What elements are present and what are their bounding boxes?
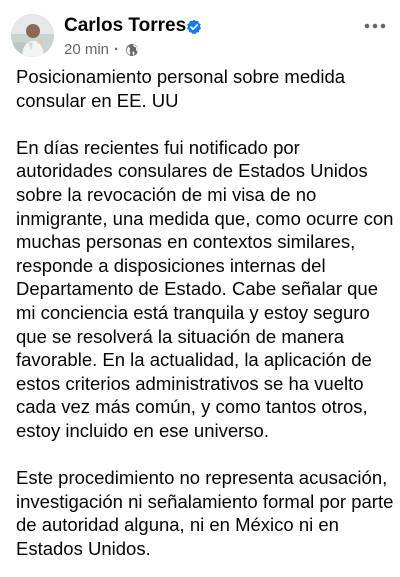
post-paragraph: En días recientes fui notificado por autoridades consulares de Estados Unidos sobre la revocación de mi visa de no inmigrante, una medida que, como ocurre con muchas personas en contextos similares, responde a disposiciones internas del Departamento de Estado. Cabe señalar que mi conciencia está tranquila y estoy seguro que se resolverá la situación de manera favorable. En la actualidad, la aplicación de estos criterios administrativos se ha vuelto cada vez más común, y como tantos otros, estoy incluido en ese universo.	[16, 136, 394, 441]
profile-photo	[11, 14, 54, 57]
post-header	[0, 0, 400, 66]
author-avatar[interactable]	[11, 14, 54, 57]
globe-icon[interactable]	[125, 43, 139, 57]
post-paragraph: Este procedimiento no representa acusación, investigación ni señalamiento formal por parte de autoridad alguna, ni en México ni en Estados Unidos.	[16, 467, 394, 559]
post-title-paragraph: Posicionamiento personal sobre medida consular en EE. UU	[16, 66, 346, 111]
author-name[interactable]: Carlos Torres	[64, 15, 187, 36]
verified-badge-icon[interactable]	[186, 19, 202, 35]
meta-separator: ·	[114, 41, 120, 58]
post-timestamp[interactable]: 20 min	[64, 41, 110, 58]
more-options-icon[interactable]	[362, 16, 388, 36]
post-body	[16, 65, 398, 560]
post-meta	[64, 41, 139, 58]
